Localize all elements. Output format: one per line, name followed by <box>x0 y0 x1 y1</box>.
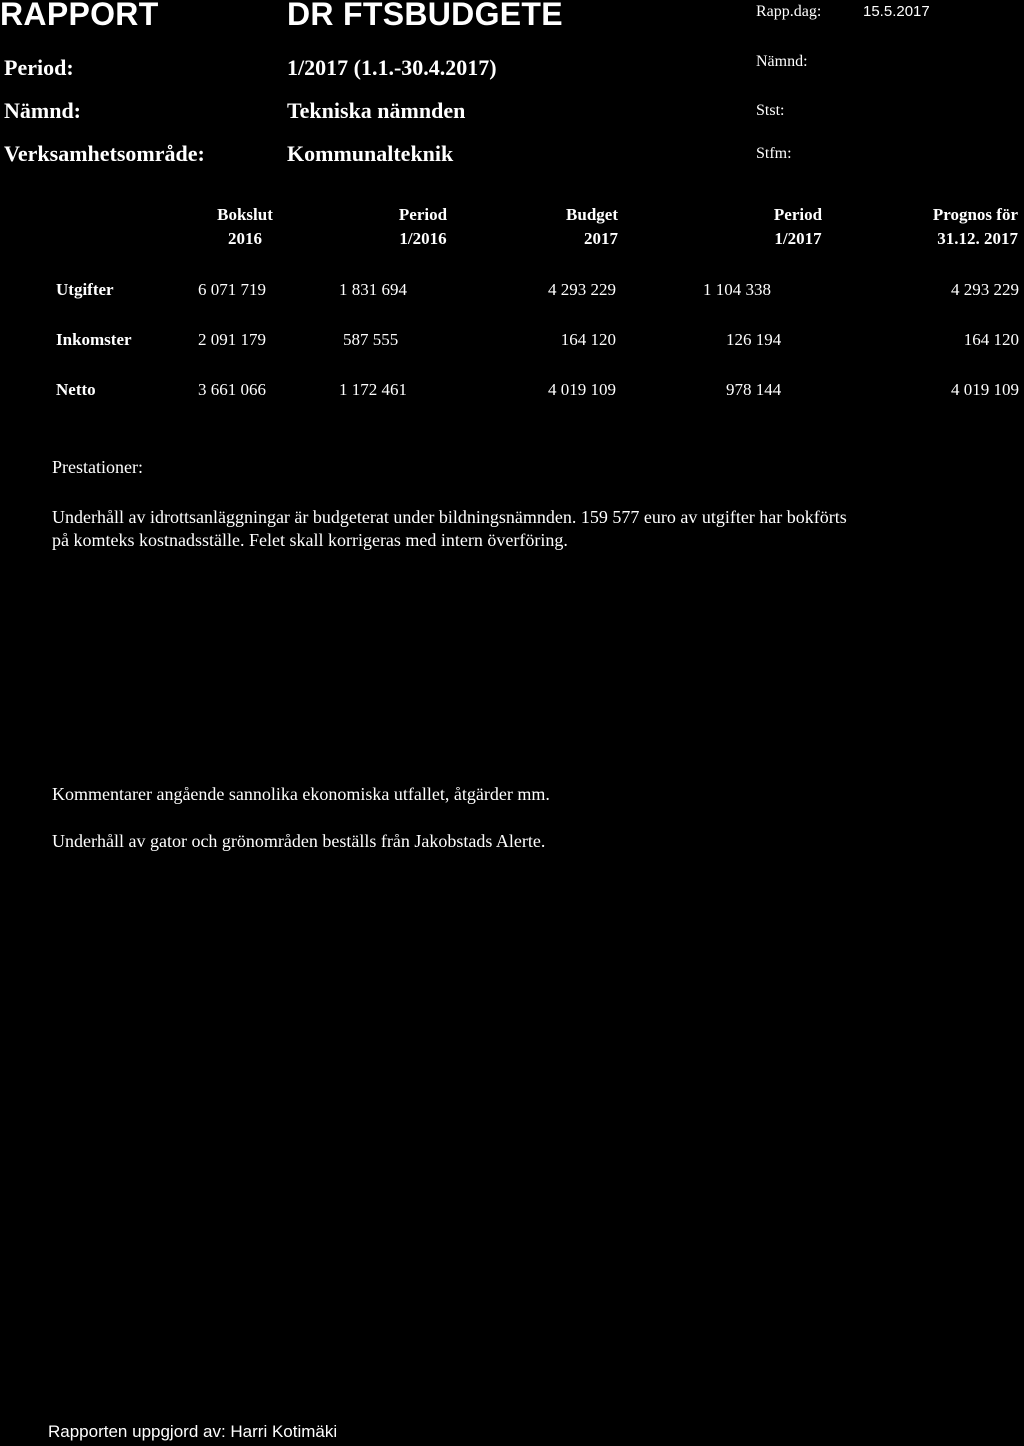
table-cell: 6 071 719 <box>198 280 266 299</box>
table-cell: 4 019 109 <box>951 380 1019 399</box>
board-right-label: Nämnd: <box>756 53 808 70</box>
stst-label: Stst: <box>756 102 785 119</box>
report-date-label: Rapp.dag: <box>756 3 822 20</box>
column-header-bokslut: Bokslut 2016 <box>217 205 273 248</box>
period-value: 1/2017 (1.1.-30.4.2017) <box>287 55 497 80</box>
report-date-value: 15.5.2017 <box>863 3 930 20</box>
prestationer-heading: Prestationer: <box>52 457 143 477</box>
table-cell: 2 091 179 <box>198 330 266 349</box>
table-cell: 4 019 109 <box>548 380 616 399</box>
column-header-period-2016: Period 1/2016 <box>398 205 448 248</box>
row-label-inkomster: Inkomster <box>56 330 132 349</box>
stfm-label: Stfm: <box>756 145 792 162</box>
area-value: Kommunalteknik <box>287 141 454 166</box>
table-cell: 164 120 <box>963 330 1019 349</box>
table-cell: 4 293 229 <box>548 280 616 299</box>
table-cell: 978 144 <box>726 380 782 399</box>
area-label: Verksamhetsområde: <box>4 141 205 166</box>
report-type: DR FTSBUDGETE <box>287 0 563 32</box>
prestationer-text-line-2: på komteks kostnadsställe. Felet skall korrigeras med intern överföring. <box>52 530 568 550</box>
board-value: Tekniska nämnden <box>287 98 466 123</box>
table-cell: 1 172 461 <box>339 380 407 399</box>
table-cell: 164 120 <box>560 330 616 349</box>
table-cell: 3 661 066 <box>198 380 266 399</box>
row-label-utgifter: Utgifter <box>56 280 114 299</box>
table-cell: 587 555 <box>343 330 399 349</box>
report-title: RAPPORT <box>0 0 159 32</box>
row-label-netto: Netto <box>56 380 96 399</box>
table-cell: 1 104 338 <box>703 280 771 299</box>
table-cell: 4 293 229 <box>951 280 1019 299</box>
column-header-budget: Budget 2017 <box>566 205 618 248</box>
board-label: Nämnd: <box>4 98 82 123</box>
column-header-prognos: Prognos för 31.12. 2017 <box>932 205 1018 248</box>
prepared-by: Rapporten uppgjord av: Harri Kotimäki <box>48 1422 338 1441</box>
table-cell: 126 194 <box>726 330 782 349</box>
kommentarer-text: Underhåll av gator och grönområden beställs från Jakobstads Alerte. <box>52 831 546 851</box>
kommentarer-heading: Kommentarer angående sannolika ekonomiska utfallet, åtgärder mm. <box>52 784 550 804</box>
prestationer-text-line-1: Underhåll av idrottsanläggningar är budgeterat under bildningsnämnden. 159 577 euro av utgifter har bokförts <box>52 507 847 527</box>
column-header-period-2017: Period 1/2017 <box>773 205 823 248</box>
period-label: Period: <box>4 55 74 80</box>
table-cell: 1 831 694 <box>339 280 407 299</box>
